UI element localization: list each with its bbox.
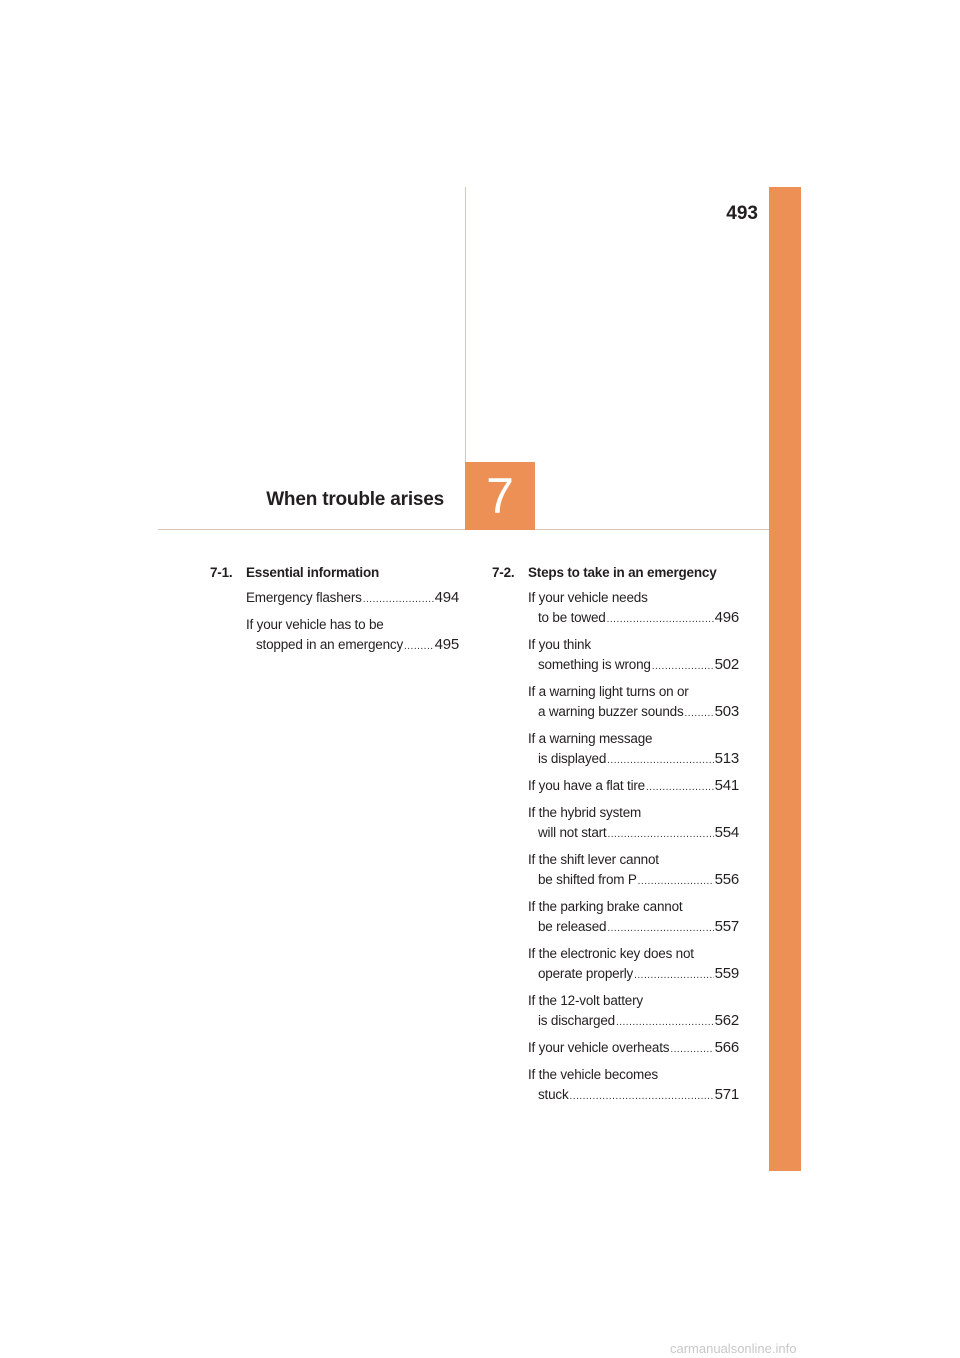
toc-entry-text: will not start <box>538 825 607 840</box>
toc-page-number[interactable]: 557 <box>714 918 739 935</box>
dot-leader <box>363 590 434 610</box>
toc-page-number[interactable]: 494 <box>434 589 459 606</box>
toc-entry-line <box>528 1011 739 1033</box>
toc-entry-text: If a warning light turns on or <box>528 684 689 699</box>
toc-entry-text: is displayed <box>538 751 607 766</box>
toc-entry-text: If your vehicle needs <box>528 590 648 605</box>
dot-leader <box>652 657 714 677</box>
toc-entry-text: If the 12-volt battery <box>528 993 643 1008</box>
toc-entry-text: be released <box>538 919 607 934</box>
dot-leader <box>607 919 713 939</box>
toc-entry-line <box>246 588 459 610</box>
toc-entry-line <box>528 823 739 845</box>
toc-page-number[interactable]: 496 <box>714 609 739 626</box>
toc-page-number[interactable]: 513 <box>714 750 739 767</box>
toc-entry[interactable] <box>246 615 459 657</box>
toc-entry-text: If you have a flat tire <box>528 778 645 793</box>
section-heading <box>210 563 459 583</box>
toc-page-number[interactable]: 571 <box>714 1086 739 1103</box>
toc-entry-text: a warning buzzer sounds <box>538 704 684 719</box>
toc-entry[interactable] <box>246 588 459 610</box>
toc-entry-text: is discharged <box>538 1013 615 1028</box>
dot-leader <box>634 966 713 986</box>
dot-leader <box>607 610 714 630</box>
watermark: carmanualsonline.info <box>670 1341 797 1356</box>
toc-entry[interactable] <box>528 682 739 724</box>
toc-entry-line <box>528 870 739 892</box>
toc-page-number[interactable]: 554 <box>714 824 739 841</box>
toc-page-number[interactable]: 559 <box>714 965 739 982</box>
toc-page-number[interactable]: 566 <box>714 1039 739 1056</box>
toc-entry-line <box>528 588 739 608</box>
toc-entry-line <box>528 776 739 798</box>
toc-entry[interactable] <box>528 803 739 845</box>
toc-entry-text: If the vehicle becomes <box>528 1067 658 1082</box>
chapter-title: When trouble arises <box>266 489 444 510</box>
toc-entry-text: stopped in an emergency <box>256 637 403 652</box>
toc-entry-text: If the electronic key does not <box>528 946 694 961</box>
toc-entry-line <box>528 635 739 655</box>
section-number: 7-1. <box>210 565 233 580</box>
toc-entry-line <box>528 729 739 749</box>
toc-entry[interactable] <box>528 1038 739 1060</box>
vertical-divider <box>465 187 466 462</box>
toc-entry-text: If you think <box>528 637 591 652</box>
dot-leader <box>638 872 714 892</box>
toc-entry[interactable] <box>528 588 739 630</box>
toc-entry-line <box>528 897 739 917</box>
toc-entry-text: If your vehicle overheats <box>528 1040 670 1055</box>
toc-section-7-2 <box>492 563 739 1112</box>
page-number: 493 <box>726 203 758 224</box>
toc-page-number[interactable]: 562 <box>714 1012 739 1029</box>
toc-entry-line <box>528 1065 739 1085</box>
toc-section-7-1 <box>210 563 459 662</box>
dot-leader <box>607 751 713 771</box>
toc-page-number[interactable]: 541 <box>714 777 739 794</box>
toc-page-number[interactable]: 495 <box>434 636 459 653</box>
toc-entry[interactable] <box>528 991 739 1033</box>
toc-entry-line <box>528 1085 739 1107</box>
toc-entry-text: stuck <box>538 1087 569 1102</box>
toc-entry-line <box>246 615 459 635</box>
dot-leader <box>670 1040 713 1060</box>
toc-entry-line <box>528 917 739 939</box>
toc-entry-text: operate properly <box>538 966 634 981</box>
toc-entry[interactable] <box>528 1065 739 1107</box>
toc-entry-line <box>528 749 739 771</box>
dot-leader <box>570 1087 714 1107</box>
toc-page-number[interactable]: 503 <box>714 703 739 720</box>
toc-entry-text: If your vehicle has to be <box>246 617 384 632</box>
dot-leader <box>607 825 713 845</box>
toc-entry-line <box>528 1038 739 1060</box>
horizontal-divider <box>158 529 769 530</box>
toc-entry[interactable] <box>528 776 739 798</box>
toc-entry-line <box>528 944 739 964</box>
toc-entry-line <box>246 635 459 657</box>
toc-entry-line <box>528 608 739 630</box>
toc-entry-text: something is wrong <box>538 657 651 672</box>
toc-entry-line <box>528 655 739 677</box>
toc-entry-text: If a warning message <box>528 731 653 746</box>
chapter-side-tab <box>769 187 801 1171</box>
toc-entry-text: be shifted from P <box>538 872 637 887</box>
toc-entry[interactable] <box>528 729 739 771</box>
toc-entry[interactable] <box>528 850 739 892</box>
toc-entry[interactable] <box>528 897 739 939</box>
chapter-number: 7 <box>486 468 514 524</box>
toc-entry-text: Emergency flashers <box>246 590 362 605</box>
toc-entry-line <box>528 803 739 823</box>
chapter-number-box <box>465 462 535 530</box>
toc-entry-text: If the parking brake cannot <box>528 899 683 914</box>
dot-leader <box>685 704 714 724</box>
section-number: 7-2. <box>492 565 515 580</box>
dot-leader <box>616 1013 714 1033</box>
section-title: Essential information <box>246 565 380 580</box>
dot-leader <box>404 637 434 657</box>
toc-entry[interactable] <box>528 944 739 986</box>
toc-entry-line <box>528 702 739 724</box>
toc-entry-text: If the shift lever cannot <box>528 852 659 867</box>
toc-page-number[interactable]: 502 <box>714 656 739 673</box>
toc-page-number[interactable]: 556 <box>714 871 739 888</box>
toc-entry-text: If the hybrid system <box>528 805 642 820</box>
section-heading <box>492 563 739 583</box>
section-title: Steps to take in an emergency <box>528 565 717 580</box>
toc-entry-text: to be towed <box>538 610 606 625</box>
toc-entry-line <box>528 991 739 1011</box>
toc-entry[interactable] <box>528 635 739 677</box>
toc-entry-line <box>528 964 739 986</box>
toc-entry-line <box>528 850 739 870</box>
toc-entry-line <box>528 682 739 702</box>
dot-leader <box>646 778 714 798</box>
